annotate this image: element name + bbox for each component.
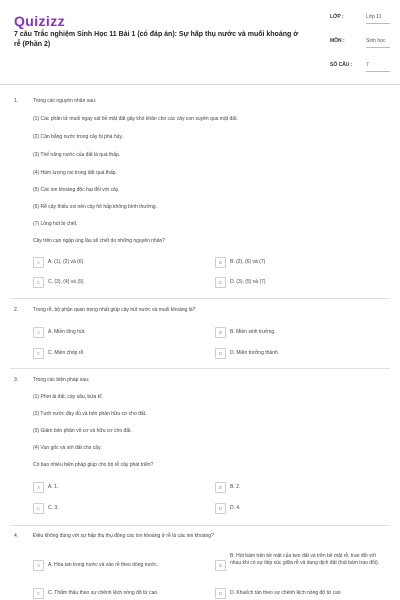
option-letter-badge: D	[215, 277, 226, 288]
option-text: A. (1), (2) và (6)	[48, 259, 84, 265]
meta-class-value: Lớp 11	[366, 14, 390, 24]
option-text: C. 3.	[48, 505, 59, 511]
worksheet-header	[0, 0, 400, 85]
option-text: D. Khuếch tán theo sự chênh lệch nồng độ từ cao	[230, 590, 341, 596]
question-statement: (1) Các phân tử muối ngay sát bề mặt đất gây khó khăn cho các cây con xuyên qua mặt đất.	[33, 116, 238, 122]
option-letter-badge: D	[215, 588, 226, 599]
option-text: A. Miền lông hút.	[48, 329, 86, 335]
question-statement: (2) Cân bằng nước trong cây bị phá hủy.	[33, 134, 123, 140]
meta-subject-label: MÔN :	[330, 38, 345, 44]
option-letter-badge: C	[33, 277, 44, 288]
question-text: Trong rễ, bộ phận quan trọng nhất giúp cây hút nước và muối khoáng là?	[33, 307, 196, 313]
option-text: B. Hút bám trên bề mặt của keo đất và trên bề mặt rễ, trao đổi với nhau khi có sự tiếp xúc giữa rễ và dung dịch đất (hút bám trao đổi).	[230, 553, 379, 566]
question-number: 4.	[14, 533, 19, 539]
meta-class-row	[330, 14, 390, 38]
question-statement: (2) Tưới nước đầy đủ và bón phân hữu cơ cho đất.	[33, 411, 147, 417]
question-number: 1.	[14, 98, 19, 104]
option-text: A. Hòa tan trong nước và vào rễ theo dòng nước.	[48, 562, 158, 568]
option-text: D. Miền trưởng thành.	[230, 350, 280, 356]
option-text: B. Miền sinh trưởng.	[230, 329, 276, 335]
option-text: B. 2.	[230, 484, 241, 490]
question-prompt: Có bao nhiêu biện pháp giúp cho bộ rễ cây phát triển?	[33, 462, 154, 468]
question-text: Trong các biện pháp sau:	[33, 377, 90, 383]
quizizz-logo[interactable]: Quizizz	[14, 13, 66, 29]
question-number: 2.	[14, 307, 19, 313]
option-text: C. Miền chóp rễ.	[48, 350, 85, 356]
question-statement: (3) Thế năng nước của đất là quá thấp.	[33, 152, 121, 158]
meta-subject-value: Sinh học	[366, 38, 390, 48]
question-statement: (4) Hàm lượng oxi trong đất quá thấp.	[33, 170, 117, 176]
meta-count-value: 7	[366, 62, 390, 72]
option-text: D. 4.	[230, 505, 241, 511]
question-statement: (6) Rễ cây thiếu oxi nên cây hô hấp không bình thường.	[33, 204, 157, 210]
option-text: C. Thẩm thấu theo sự chênh lệch nồng độ từ cao	[48, 590, 158, 596]
option-text: D. (3), (5) và (7)	[230, 279, 266, 285]
question-statement: (5) Các ion khoáng độc hại đối với cây.	[33, 187, 120, 193]
question-statement: (3) Giảm bón phân vô cơ và hữu cơ cho đất.	[33, 428, 132, 434]
meta-class-label: LỚP :	[330, 14, 344, 20]
option-letter-badge: A	[33, 257, 44, 268]
question-statement: (7) Lông hút bị chết.	[33, 221, 78, 227]
meta-count-label: SỐ CÂU :	[330, 62, 353, 68]
option-letter-badge: B	[215, 560, 226, 571]
option-letter-badge: C	[33, 348, 44, 359]
option-letter-badge: B	[215, 482, 226, 493]
option-letter-badge: B	[215, 327, 226, 338]
question-text: Trong các nguyên nhân sau:	[33, 98, 97, 104]
question-divider	[10, 368, 390, 369]
option-text: C. (3), (4) và (5)	[48, 279, 84, 285]
option-text: B. (2), (6) và (7)	[230, 259, 266, 265]
question-statement: (1) Phơi ải đất, cày sâu, bừa kĩ.	[33, 394, 103, 400]
option-letter-badge: A	[33, 482, 44, 493]
option-letter-badge: D	[215, 503, 226, 514]
option-letter-badge: D	[215, 348, 226, 359]
option-letter-badge: A	[33, 327, 44, 338]
page-title: 7 câu Trắc nghiệm Sinh Học 11 Bài 1 (có đáp án): Sự hấp thụ nước và muối khoáng ở rễ (Phần 2)	[14, 31, 299, 48]
meta-count-row	[330, 62, 390, 77]
option-letter-badge: B	[215, 257, 226, 268]
question-statement: (4) Vun gốc và xới đất cho cây.	[33, 445, 102, 451]
question-prompt: Cây trên cạn ngập úng lâu sẽ chết do những nguyên nhân?	[33, 238, 166, 244]
question-divider	[10, 298, 390, 299]
worksheet-meta	[330, 14, 390, 77]
option-text: A. 1.	[48, 484, 59, 490]
option-letter-badge: C	[33, 503, 44, 514]
meta-subject-row	[330, 38, 390, 62]
option-letter-badge: C	[33, 588, 44, 599]
option-letter-badge: A	[33, 560, 44, 571]
question-number: 3.	[14, 377, 19, 383]
question-text: Điều không đúng với sự hấp thụ thụ động các ion khoáng ở rễ là các ion khoáng?	[33, 533, 214, 539]
question-divider	[10, 525, 390, 526]
